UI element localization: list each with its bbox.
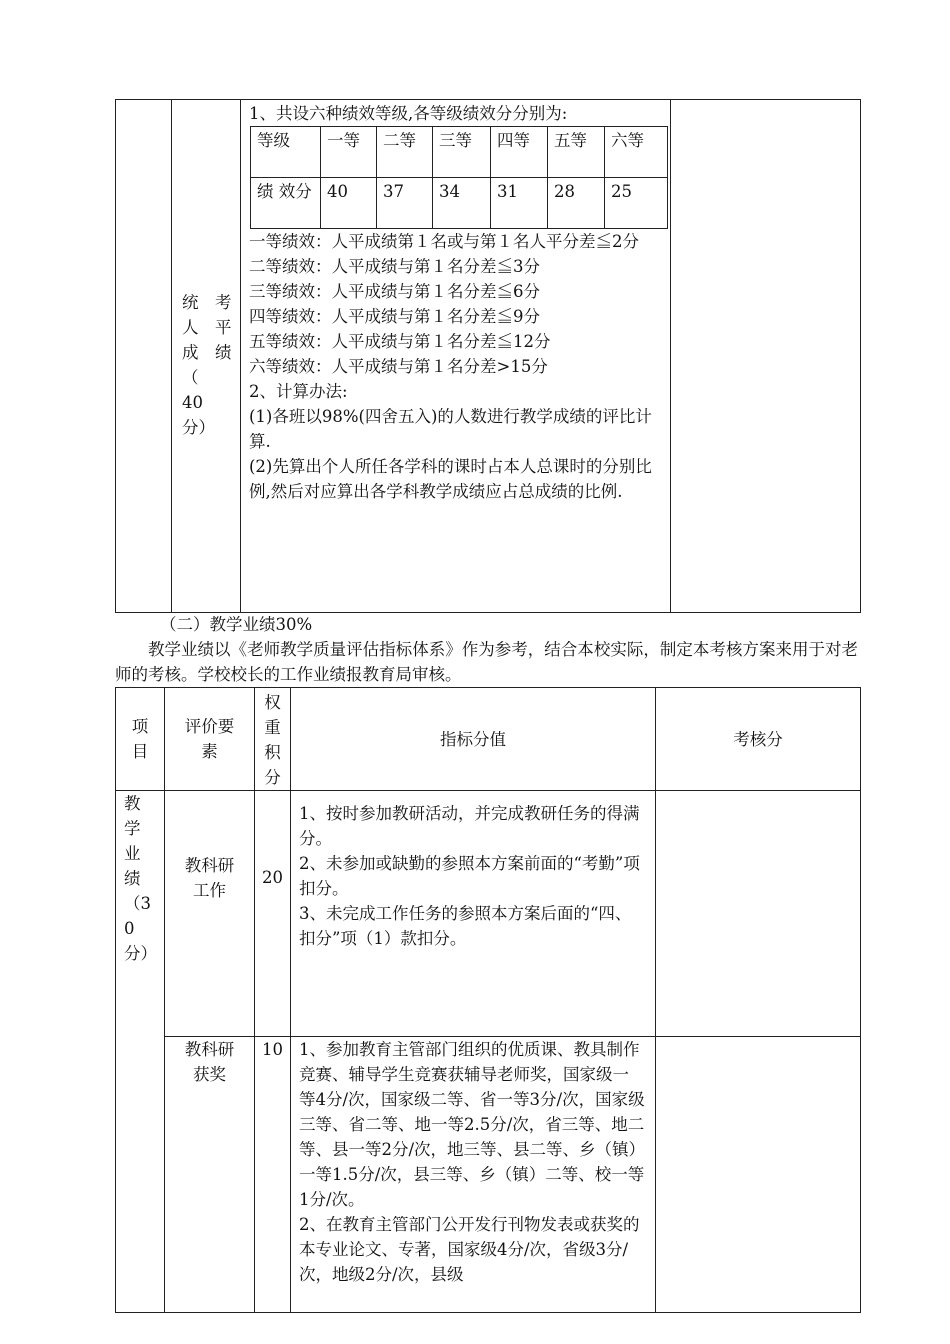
grade-rule: 三等绩效：人平成绩与第１名分差≦6分: [249, 282, 540, 301]
grade-value-cell: 绩 效分: [251, 178, 321, 229]
section-title: （二）教学业绩30%: [160, 615, 313, 634]
blank-project-cell: [116, 100, 172, 613]
calc-item: (2)先算出个人所任各学科的课时占本人总课时的分别比例,然后对应算出各学科教学成绩应占总成绩的比例.: [249, 457, 652, 501]
grade-header-cell: 二等: [377, 127, 433, 178]
grade-header-cell: 六等: [605, 127, 668, 178]
grade-rule: 四等绩效：人平成绩与第１名分差≦9分: [249, 307, 540, 326]
grade-score-table: [250, 126, 668, 229]
indicator-line: 3、未完成工作任务的参照本方案后面的“四、扣分”项（1）款扣分。: [299, 904, 632, 948]
grade-value-cell: 31: [491, 178, 548, 229]
calc-item: (1)各班以98%(四舍五入)的人数进行教学成绩的评比计算.: [249, 407, 652, 451]
grade-header-cell: 五等: [548, 127, 605, 178]
grade-value-cell: 34: [433, 178, 491, 229]
grade-value-cell: 28: [548, 178, 605, 229]
blank-score-cell: [671, 100, 861, 613]
description-cell: [241, 100, 671, 613]
teaching-performance-table: [115, 687, 861, 1313]
section-intro: 教学业绩以《老师教学质量评估指标体系》作为参考，结合本校实际，制定本考核方案来用于对老师的考核。学校校长的工作业绩报教育局审核。: [115, 640, 858, 684]
indicator-cell: [291, 791, 656, 1037]
element-cell: 教科研工作: [165, 791, 255, 1037]
score-cell: [656, 1037, 861, 1313]
grade-rule: 二等绩效：人平成绩与第１名分差≦3分: [249, 257, 540, 276]
weight-cell: 10: [255, 1037, 291, 1313]
header-project: 项目: [116, 688, 165, 791]
grade-rule: 一等绩效：人平成绩第１名或与第１名人平分差≦2分: [249, 232, 639, 251]
grade-value-cell: 25: [605, 178, 668, 229]
grade-value-cell: 37: [377, 178, 433, 229]
weight-cell: 20: [255, 791, 291, 1037]
item-line: 成 绩: [182, 343, 232, 362]
indicator-line: 2、未参加或缺勤的参照本方案前面的“考勤”项扣分。: [299, 854, 640, 898]
grade-value-cell: 40: [321, 178, 377, 229]
grade-header-cell: 三等: [433, 127, 491, 178]
exam-score-table: [115, 99, 861, 613]
header-score: 考核分: [656, 688, 861, 791]
item-line: 人 平: [182, 318, 232, 337]
indicator-line: 2、在教育主管部门公开发行刊物发表或获奖的本专业论文、专著，国家级4分/次，省级3分/次，地级2分/次，县级: [299, 1215, 640, 1284]
indicator-cell: [291, 1037, 656, 1313]
header-element: 评价要素: [165, 688, 255, 791]
project-cell: 教学业绩（30分）: [116, 791, 165, 1313]
item-cell: [172, 100, 241, 613]
indicator-line: 1、按时参加教研活动，并完成教研任务的得满分。: [299, 804, 640, 848]
header-indicator: 指标分值: [291, 688, 656, 791]
grade-header-cell: 四等: [491, 127, 548, 178]
item-line: 分）: [182, 418, 215, 437]
grade-header-cell: 等级: [251, 127, 321, 178]
header-weight: 权重积分: [255, 688, 291, 791]
item-line: 统 考: [182, 293, 232, 312]
item-line: （ 40: [182, 368, 215, 412]
indicator-line: 1、参加教育主管部门组织的优质课、教具制作竞赛、辅导学生竞赛获辅导老师奖，国家级一等4分/次，国家级二等、省一等3分/次，国家级三等、省二等、地一等2.5分/次，省三等、地二等、县一等2分/次，地三等、县二等、乡（镇）一等1.5分/次，县三等、乡（镇）二等、校一等1分/次。: [299, 1040, 645, 1209]
calc-title: 2、计算办法:: [249, 382, 348, 401]
element-cell: 教科研获奖: [165, 1037, 255, 1313]
grade-intro: 1、共设六种绩效等级,各等级绩效分分别为:: [249, 104, 568, 123]
score-cell: [656, 791, 861, 1037]
grade-rule: 五等绩效：人平成绩与第１名分差≦12分: [249, 332, 551, 351]
grade-rule: 六等绩效：人平成绩与第１名分差>15分: [249, 357, 548, 376]
grade-header-cell: 一等: [321, 127, 377, 178]
